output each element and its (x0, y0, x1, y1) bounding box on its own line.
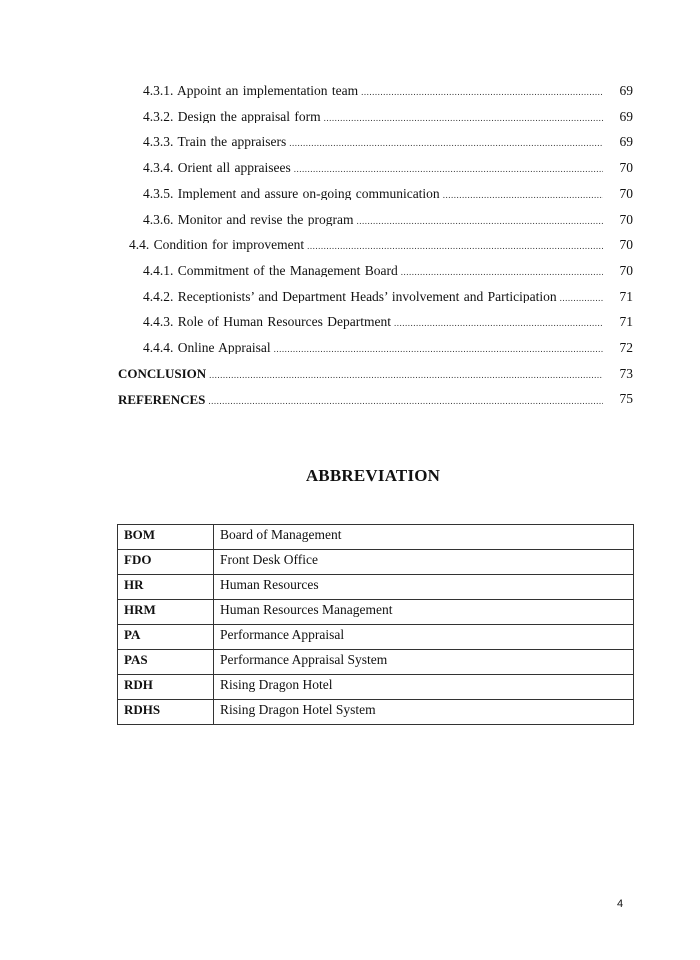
table-row (118, 650, 634, 675)
toc-entry-page: 70 (619, 160, 633, 176)
table-row (118, 700, 634, 725)
toc-entry[interactable] (0, 284, 700, 310)
toc-entry-page: 69 (619, 134, 633, 150)
toc-entry-page: 70 (619, 237, 633, 253)
toc-entry-page: 69 (619, 83, 633, 99)
abbreviation-cell: PA (118, 625, 214, 650)
toc-entry[interactable] (0, 155, 700, 181)
toc-leader (356, 217, 603, 226)
abbreviation-table (117, 524, 634, 725)
toc-entry-label: REFERENCES (118, 393, 208, 406)
toc-leader (443, 191, 603, 200)
abbreviation-cell: FDO (118, 550, 214, 575)
meaning-cell: Human Resources (214, 575, 634, 600)
toc-entry-page: 72 (619, 339, 633, 355)
abbreviation-cell: RDHS (118, 700, 214, 725)
toc-entry-label: 4.4.4. Online Appraisal (143, 341, 274, 355)
meaning-cell: Front Desk Office (214, 550, 634, 575)
table-of-contents (0, 78, 700, 412)
toc-entry-page: 73 (619, 365, 633, 381)
toc-entry[interactable] (0, 258, 700, 284)
meaning-cell: Board of Management (214, 525, 634, 550)
table-row (118, 600, 634, 625)
toc-entry-label: 4.3.2. Design the appraisal form (143, 110, 324, 124)
table-row (118, 675, 634, 700)
toc-entry-label: CONCLUSION (118, 367, 209, 380)
toc-entry-label: 4.4.1. Commitment of the Management Board (143, 264, 401, 278)
meaning-cell: Rising Dragon Hotel System (214, 700, 634, 725)
toc-entry-page: 75 (619, 391, 633, 407)
toc-entry[interactable] (0, 232, 700, 258)
toc-entry-label: 4.3.5. Implement and assure on-going communication (143, 187, 443, 201)
toc-entry-page: 69 (619, 108, 633, 124)
toc-entry-page: 70 (619, 185, 633, 201)
toc-leader (209, 371, 603, 380)
toc-leader (361, 88, 603, 97)
toc-entry-label: 4.4.3. Role of Human Resources Department (143, 315, 394, 329)
toc-entry-page: 70 (619, 211, 633, 227)
table-row (118, 550, 634, 575)
abbreviation-cell: RDH (118, 675, 214, 700)
toc-entry-label: 4.3.1. Appoint an implementation team (143, 84, 361, 98)
abbreviation-cell: HRM (118, 600, 214, 625)
toc-leader (324, 114, 603, 123)
toc-entry-label: 4.3.3. Train the appraisers (143, 135, 289, 149)
meaning-cell: Performance Appraisal System (214, 650, 634, 675)
toc-entry[interactable] (0, 309, 700, 335)
meaning-cell: Rising Dragon Hotel (214, 675, 634, 700)
meaning-cell: Performance Appraisal (214, 625, 634, 650)
toc-entry-label: 4.4. Condition for improvement (129, 238, 307, 252)
toc-entry[interactable] (0, 181, 700, 207)
toc-leader (289, 139, 603, 148)
toc-leader (560, 294, 603, 303)
toc-leader (394, 319, 603, 328)
toc-entry[interactable] (0, 361, 700, 387)
toc-entry[interactable] (0, 104, 700, 130)
abbreviation-cell: PAS (118, 650, 214, 675)
toc-entry-page: 71 (619, 314, 633, 330)
toc-leader (401, 268, 603, 277)
toc-leader (208, 397, 603, 406)
toc-entry[interactable] (0, 78, 700, 104)
toc-entry-label: 4.3.6. Monitor and revise the program (143, 213, 356, 227)
abbreviation-cell: HR (118, 575, 214, 600)
meaning-cell: Human Resources Management (214, 600, 634, 625)
toc-entry-label: 4.4.2. Receptionists’ and Department Heads’ involvement and Participation (143, 290, 560, 304)
page-number: 4 (617, 898, 624, 910)
table-row (118, 525, 634, 550)
table-row (118, 625, 634, 650)
abbreviation-heading: ABBREVIATION (305, 466, 441, 485)
toc-entry-page: 70 (619, 262, 633, 278)
toc-entry[interactable] (0, 129, 700, 155)
toc-leader (307, 242, 603, 251)
toc-entry-label: 4.3.4. Orient all appraisees (143, 161, 294, 175)
toc-entry[interactable] (0, 206, 700, 232)
toc-entry[interactable] (0, 386, 700, 412)
toc-entry[interactable] (0, 335, 700, 361)
abbreviation-cell: BOM (118, 525, 214, 550)
toc-leader (294, 165, 603, 174)
toc-entry-page: 71 (619, 288, 633, 304)
toc-leader (274, 345, 603, 354)
table-row (118, 575, 634, 600)
